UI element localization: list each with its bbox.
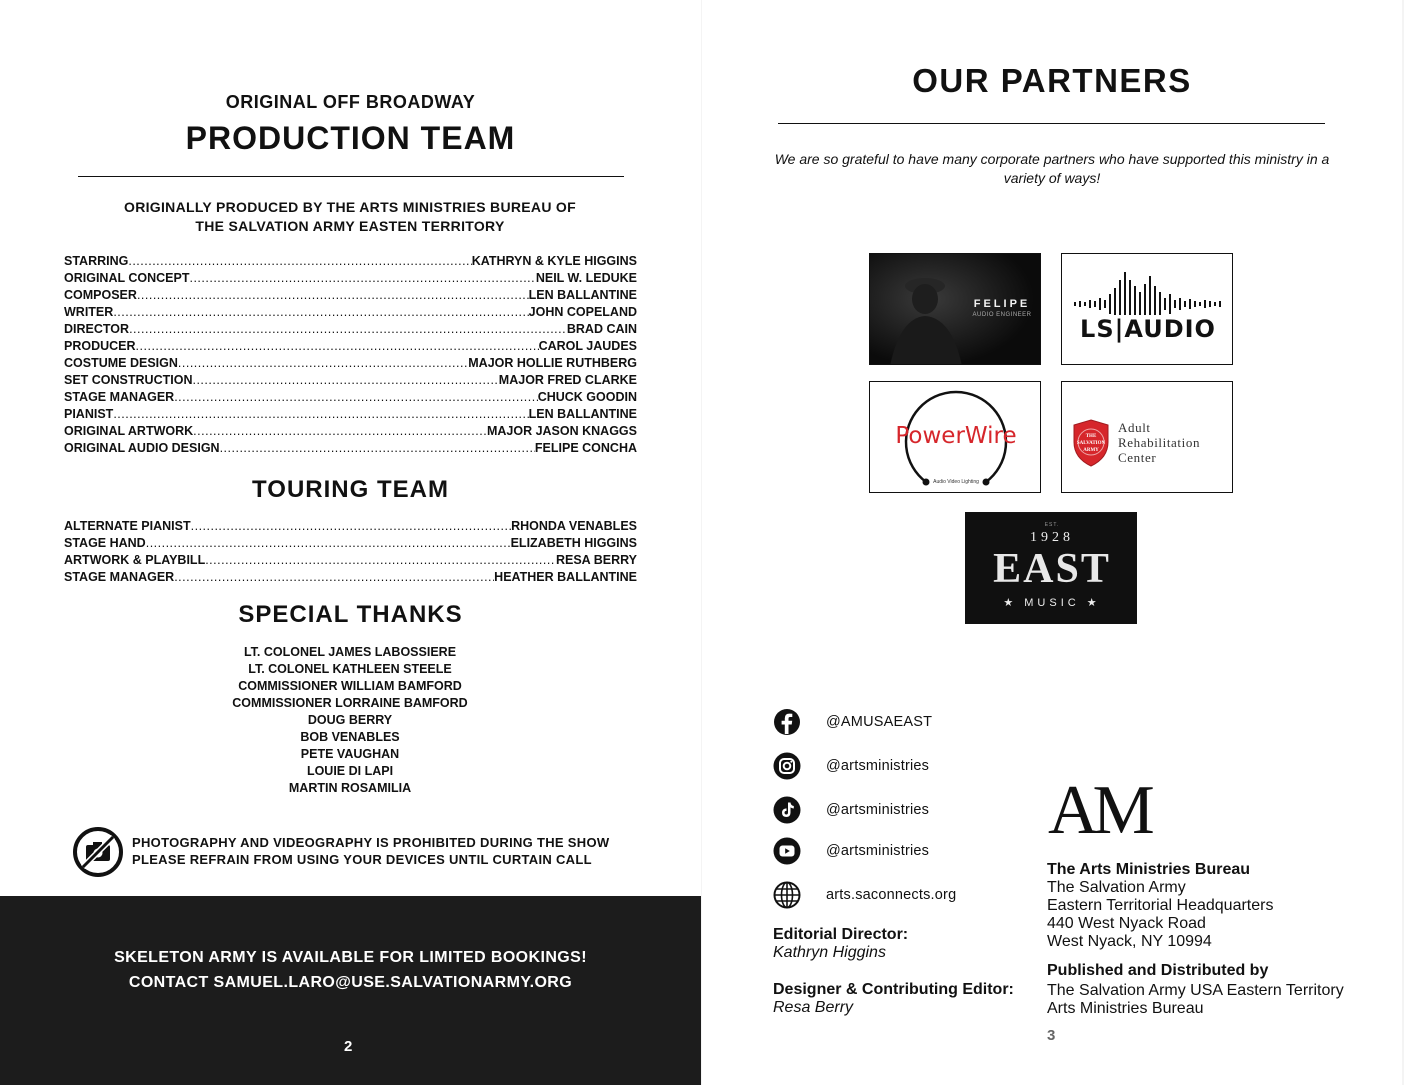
credit-role: COMPOSER (64, 288, 137, 302)
device-notice (132, 834, 652, 868)
instagram-icon (772, 751, 802, 781)
title-divider (78, 176, 624, 177)
credit-role: COSTUME DESIGN (64, 356, 178, 370)
leader-dots (113, 304, 528, 321)
tiktok-link[interactable] (772, 795, 929, 825)
credit-row (64, 423, 637, 440)
right-page (702, 0, 1402, 1085)
credit-name: ELIZABETH HIGGINS (510, 536, 637, 550)
shield-text-line: THE (1085, 434, 1097, 439)
credit-name: NEIL W. LEDUKE (535, 271, 637, 285)
produced-by-line: ORIGINALLY PRODUCED BY THE ARTS MINISTRIES BUREAU OF (124, 199, 576, 215)
facebook-icon (772, 707, 802, 737)
east-est: EST. (1044, 522, 1060, 528)
east-subtitle-text: MUSIC (1024, 597, 1080, 609)
east-year: 1928 (1030, 530, 1074, 545)
credit-row (64, 552, 637, 569)
credit-name: FELIPE CONCHA (534, 441, 637, 455)
thanks-name: LOUIE DI LAPI (306, 764, 394, 778)
tiktok-icon (772, 795, 802, 825)
credit-role: ARTWORK & PLAYBILL (64, 553, 206, 567)
arc-line: Rehabilitation (1118, 435, 1201, 450)
leader-dots (193, 423, 487, 440)
leader-dots (192, 372, 498, 389)
produced-by-line: THE SALVATION ARMY EASTEN TERRITORY (195, 218, 505, 234)
credit-role: ORIGINAL AUDIO DESIGN (64, 441, 220, 455)
ls-audio-logo (1061, 253, 1233, 365)
credit-row (64, 304, 637, 321)
ls-audio-wordmark (1062, 315, 1233, 343)
social-handle: @artsministries (826, 758, 930, 774)
credit-name: MAJOR HOLLIE RUTHBERG (468, 356, 637, 370)
special-thanks-title: SPECIAL THANKS (238, 601, 463, 628)
bureau-logo: AM (1048, 772, 1149, 849)
credit-row (64, 406, 637, 423)
youtube-link[interactable] (772, 836, 929, 866)
notice-line: PHOTOGRAPHY AND VIDEOGRAPHY IS PROHIBITED DURING THE SHOW (132, 835, 610, 850)
felipe-name: FELIPE (973, 298, 1031, 310)
shield-icon (1070, 418, 1112, 468)
page-number: 3 (1047, 1027, 1056, 1044)
leader-dots (128, 253, 471, 270)
instagram-link[interactable] (772, 751, 929, 781)
leader-dots (205, 552, 556, 569)
website-url: arts.saconnects.org (826, 887, 957, 903)
kicker-heading: ORIGINAL OFF BROADWAY (225, 92, 476, 112)
thanks-name: PETE VAUGHAN (300, 747, 400, 761)
credit-name: CAROL JAUDES (538, 339, 637, 353)
bureau-address (1047, 861, 1273, 951)
leader-dots (189, 270, 535, 287)
arc-wordmark (1118, 420, 1200, 465)
thanks-name: DOUG BERRY (307, 713, 393, 727)
booking-banner (0, 896, 701, 1085)
credit-name: BRAD CAIN (566, 322, 637, 336)
banner-contact: CONTACT SAMUEL.LARO@USE.SALVATIONARMY.ORG (128, 974, 573, 991)
editorial-director-name: Kathryn Higgins (773, 944, 886, 961)
powerwire-name: PowerWire (895, 423, 1017, 449)
credit-row (64, 569, 637, 586)
touring-team-title: TOURING TEAM (252, 476, 449, 503)
production-credits-list (64, 253, 637, 457)
credit-row (64, 270, 637, 287)
leader-dots (136, 338, 539, 355)
credit-role: ORIGINAL ARTWORK (64, 424, 194, 438)
credit-name: RHONDA VENABLES (511, 519, 637, 533)
east-subtitle: ★ MUSIC ★ (1003, 597, 1101, 609)
partners-title: OUR PARTNERS (912, 62, 1192, 99)
powerwire-logo (869, 381, 1041, 493)
arc-line: Adult (1118, 420, 1151, 435)
leader-dots (220, 440, 535, 457)
credit-name: CHUCK GOODIN (537, 390, 637, 404)
credit-name: KATHRYN & KYLE HIGGINS (471, 254, 637, 268)
arc-logo (1061, 381, 1233, 493)
waveform-graphic (1062, 254, 1233, 365)
arc-line: Center (1118, 450, 1157, 465)
credit-name: MAJOR JASON KNAGGS (486, 424, 637, 438)
credit-role: ORIGINAL CONCEPT (64, 271, 190, 285)
produced-by-text (100, 198, 600, 236)
credit-name: LEN BALLANTINE (528, 407, 637, 421)
designer-label: Designer & Contributing Editor: (773, 981, 1014, 998)
notice-line: PLEASE REFRAIN FROM USING YOUR DEVICES UNTIL CURTAIN CALL (132, 852, 592, 867)
leader-dots (113, 406, 528, 423)
credit-role: WRITER (64, 305, 114, 319)
ls-audio-name: LS|AUDIO (1076, 315, 1220, 343)
thanks-name: LT. COLONEL KATHLEEN STEELE (248, 662, 452, 676)
credit-row (64, 372, 637, 389)
credit-row (64, 389, 637, 406)
credit-name: LEN BALLANTINE (528, 288, 637, 302)
leader-dots (178, 355, 468, 372)
title-divider (778, 123, 1325, 124)
credit-role: STARRING (64, 254, 129, 268)
publisher-block (1047, 962, 1344, 1018)
credit-role: STAGE MANAGER (64, 570, 175, 584)
no-camera-icon (72, 826, 124, 878)
page-number: 2 (344, 1038, 353, 1055)
address-line: The Salvation Army (1047, 879, 1186, 896)
leader-dots (174, 389, 538, 406)
shield-text-line: SALVATION (1076, 441, 1106, 446)
address-line: West Nyack, NY 10994 (1047, 933, 1212, 950)
left-page (0, 0, 701, 1085)
leader-dots (129, 321, 567, 338)
credit-role: PRODUCER (64, 339, 136, 353)
credit-role: STAGE HAND (64, 536, 146, 550)
address-line: 440 West Nyack Road (1047, 915, 1206, 932)
credit-name: RESA BERRY (555, 553, 637, 567)
credit-row (64, 321, 637, 338)
credit-name: HEATHER BALLANTINE (494, 570, 637, 584)
credit-name: MAJOR FRED CLARKE (498, 373, 637, 387)
page-title: PRODUCTION TEAM (185, 120, 516, 156)
facebook-link[interactable] (772, 707, 932, 737)
leader-dots (191, 518, 511, 535)
editorial-director-label: Editorial Director: (773, 926, 909, 943)
powerwire-tagline: Audio Video Lighting (933, 479, 979, 485)
felipe-subtitle: AUDIO ENGINEER (972, 312, 1032, 318)
credit-row (64, 253, 637, 270)
credit-role: DIRECTOR (64, 322, 130, 336)
publisher-line: The Salvation Army USA Eastern Territory (1047, 982, 1344, 999)
east-name: EAST (993, 546, 1111, 592)
bureau-name: The Arts Ministries Bureau (1047, 861, 1251, 878)
credit-role: SET CONSTRUCTION (64, 373, 193, 387)
leader-dots (146, 535, 511, 552)
youtube-icon (772, 836, 802, 866)
credit-row (64, 535, 637, 552)
shield-text-line: ARMY (1083, 448, 1099, 453)
website-link[interactable] (772, 880, 956, 910)
leader-dots (174, 569, 494, 586)
credit-row (64, 440, 637, 457)
address-line: Eastern Territorial Headquarters (1047, 897, 1274, 914)
east-music-logo (965, 512, 1137, 624)
credit-row (64, 287, 637, 304)
credit-role: ALTERNATE PIANIST (64, 519, 191, 533)
leader-dots (137, 287, 529, 304)
felipe-logo (869, 253, 1041, 365)
partners-intro: We are so grateful to have many corporate partners who have supported this ministry in a variety of ways! (774, 151, 1330, 186)
published-label: Published and Distributed by (1047, 962, 1269, 979)
thanks-name: BOB VENABLES (300, 730, 400, 744)
globe-icon (772, 880, 802, 910)
credit-name: JOHN COPELAND (528, 305, 637, 319)
social-handle: @artsministries (826, 802, 930, 818)
thanks-name: COMMISSIONER WILLIAM BAMFORD (238, 679, 462, 693)
credit-role: PIANIST (64, 407, 114, 421)
credit-role: STAGE MANAGER (64, 390, 175, 404)
credit-row (64, 355, 637, 372)
credit-row (64, 518, 637, 535)
thanks-name: LT. COLONEL JAMES LABOSSIERE (243, 645, 457, 659)
social-handle: @AMUSAEAST (826, 714, 933, 730)
publisher-line: Arts Ministries Bureau (1047, 1000, 1204, 1017)
designer-name: Resa Berry (773, 999, 854, 1016)
thanks-name: MARTIN ROSAMILIA (288, 781, 412, 795)
touring-credits-list (64, 518, 637, 586)
thanks-name: COMMISSIONER LORRAINE BAMFORD (232, 696, 468, 710)
credit-row (64, 338, 637, 355)
social-handle: @artsministries (826, 843, 930, 859)
special-thanks-list (150, 644, 550, 797)
banner-line: SKELETON ARMY IS AVAILABLE FOR LIMITED BOOKINGS! (114, 949, 587, 966)
